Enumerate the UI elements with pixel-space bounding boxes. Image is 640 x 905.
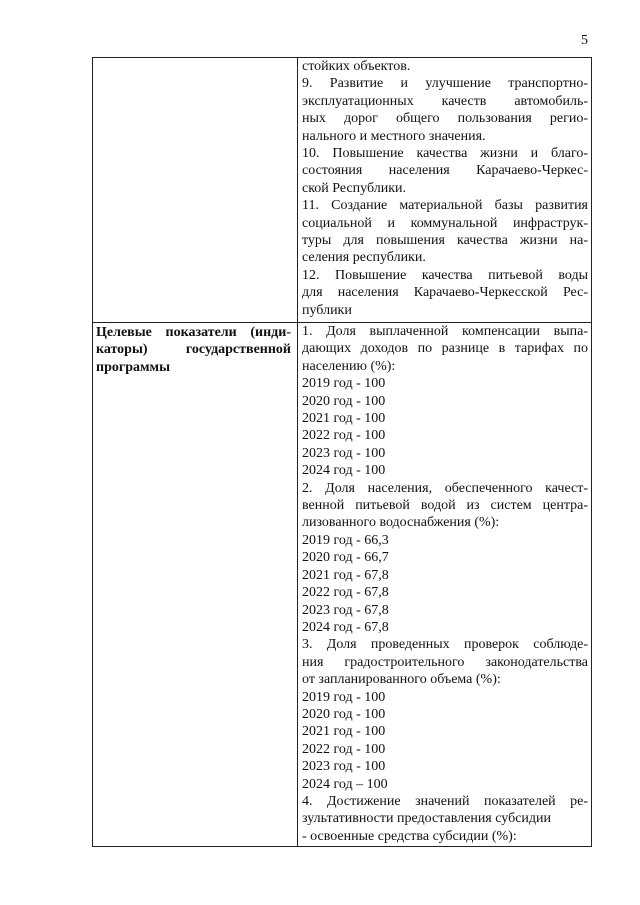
text-line: 2021 год - 67,8 bbox=[302, 567, 389, 583]
text-line: Целевые показатели (инди- bbox=[96, 325, 291, 340]
text-line: каторы) государственной bbox=[96, 342, 291, 358]
text-line: венной питьевой водой из систем центра- bbox=[302, 498, 588, 514]
text-line: 2019 год - 100 bbox=[302, 689, 386, 705]
text-line: 9. Развитие и улучшение транспортно- bbox=[302, 76, 588, 92]
text-line: 2023 год - 67,8 bbox=[302, 602, 389, 618]
text-line: 10. Повышение качества жизни и благо- bbox=[302, 146, 588, 162]
text-line: селения республики. bbox=[302, 250, 426, 266]
table-row-tasks bbox=[93, 58, 592, 323]
text-line: 2024 год - 67,8 bbox=[302, 619, 389, 635]
text-line: 2024 год - 100 bbox=[302, 463, 386, 479]
text-line: 2020 год - 66,7 bbox=[302, 550, 389, 566]
row2-right-cell bbox=[298, 323, 592, 847]
text-line: состояния населения Карачаево-Черкес- bbox=[302, 163, 588, 179]
text-line: для населения Карачаево-Черкесской Рес- bbox=[302, 285, 588, 301]
text-line: нального и местного значения. bbox=[302, 128, 486, 144]
text-line: 12. Повышение качества питьевой воды bbox=[302, 267, 588, 283]
text-line: 2020 год - 100 bbox=[302, 706, 386, 722]
text-line: дающих доходов по разнице в тарифах по bbox=[302, 341, 588, 357]
text-line: 2021 год - 100 bbox=[302, 724, 386, 740]
text-line: 2020 год - 100 bbox=[302, 393, 386, 409]
text-line: программы bbox=[96, 359, 170, 375]
row2-left-cell bbox=[93, 323, 298, 847]
text-line: публики bbox=[302, 302, 352, 318]
text-line: туры для повышения качества жизни на- bbox=[302, 233, 588, 249]
row1-left-cell bbox=[93, 58, 298, 323]
indicators-label bbox=[93, 323, 297, 376]
text-line: эксплуатационных качеств автомобиль- bbox=[302, 93, 588, 109]
text-line: ных дорог общего пользования регио- bbox=[302, 111, 588, 127]
text-line: 3. Доля проведенных проверок соблюде- bbox=[302, 637, 588, 653]
text-line: - освоенные средства субсидии (%): bbox=[302, 828, 517, 844]
text-line: 11. Создание материальной базы развития bbox=[302, 198, 588, 214]
text-line: населению (%): bbox=[302, 358, 396, 374]
text-line: ния градостроительного законодательства bbox=[302, 654, 588, 670]
text-line: 2023 год - 100 bbox=[302, 445, 386, 461]
text-line: 2022 год - 100 bbox=[302, 428, 386, 444]
text-line: от запланированного объема (%): bbox=[302, 672, 501, 688]
text-line: 2023 год - 100 bbox=[302, 759, 386, 775]
text-line: 2024 год – 100 bbox=[302, 776, 388, 792]
text-line: 2022 год - 100 bbox=[302, 741, 386, 757]
program-passport-table bbox=[92, 57, 592, 847]
text-line: 2. Доля населения, обеспеченного качест- bbox=[302, 480, 588, 496]
text-line: 2021 год - 100 bbox=[302, 411, 386, 427]
text-line: лизованного водоснабжения (%): bbox=[302, 515, 500, 531]
indicators-text bbox=[298, 323, 591, 845]
text-line: 2022 год - 67,8 bbox=[302, 585, 389, 601]
page-number: 5 bbox=[581, 33, 588, 48]
text-line: 1. Доля выплаченной компенсации выпа- bbox=[302, 324, 588, 339]
table-row-indicators bbox=[93, 323, 592, 847]
text-line: 2019 год - 66,3 bbox=[302, 532, 389, 548]
text-line: ской Республики. bbox=[302, 180, 407, 196]
text-line: социальной и коммунальной инфраструк- bbox=[302, 215, 588, 231]
text-line: зультативности предоставления субсидии bbox=[302, 811, 552, 827]
text-line: 2019 год - 100 bbox=[302, 376, 386, 392]
tasks-text bbox=[298, 58, 591, 319]
row1-right-cell bbox=[298, 58, 592, 323]
text-line: 4. Достижение значений показателей ре- bbox=[302, 793, 588, 809]
text-line: стойких объектов. bbox=[302, 59, 411, 74]
